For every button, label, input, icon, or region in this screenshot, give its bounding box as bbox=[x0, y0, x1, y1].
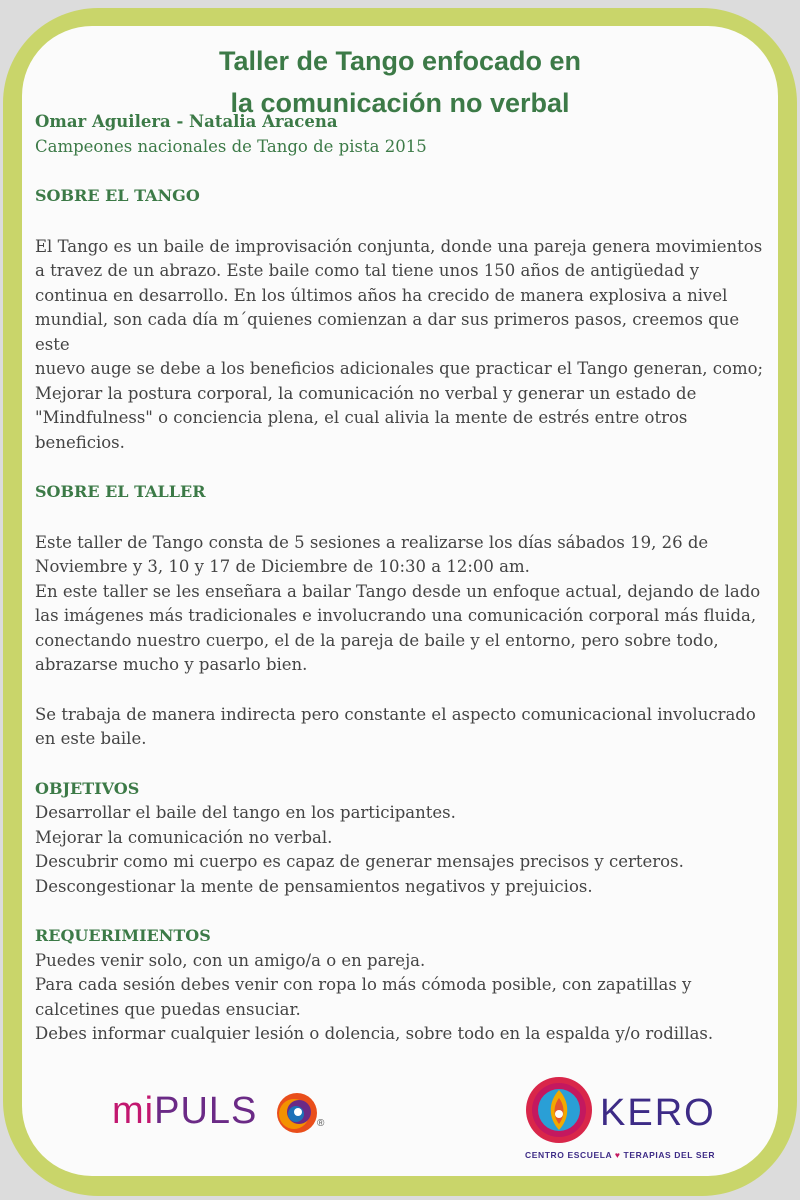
kero-tagline bbox=[525, 1150, 740, 1160]
taller-line: Se trabaja de manera indirecta pero constante el aspecto comunicacional involucrado bbox=[35, 704, 756, 724]
taller-line: las imágenes más tradicionales e involucrando una comunicación corporal más fluida, bbox=[35, 606, 757, 625]
objetivo-item: Desarrollar el baile del tango en los participantes. bbox=[35, 803, 456, 822]
kero-tagline-left: CENTRO ESCUELA bbox=[525, 1150, 612, 1160]
requerimiento-item: Debes informar cualquier lesión o dolencia, sobre todo en la espalda y/o rodillas. bbox=[35, 1024, 714, 1043]
tango-line: "Mindfulness" o conciencia plena, el cual alivia la mente de estrés entre otros bbox=[35, 408, 688, 427]
taller-line: abrazarse mucho y pasarlo bien. bbox=[35, 655, 308, 674]
tango-line: mundial, son cada día m´quienes comienzan a dar sus primeros pasos, creemos que este bbox=[35, 310, 740, 354]
mipulso-wordmark bbox=[112, 1090, 257, 1133]
taller-line: conectando nuestro cuerpo, el de la pareja de baile y el entorno, pero sobre todo, bbox=[35, 630, 719, 650]
mipulso-logo bbox=[112, 1088, 342, 1138]
registered-mark: ® bbox=[317, 1118, 325, 1129]
section-heading-objetivos: OBJETIVOS bbox=[35, 778, 140, 798]
subtitle: Campeones nacionales de Tango de pista 2015 bbox=[35, 136, 427, 156]
taller-line: en este baile. bbox=[35, 729, 147, 748]
objetivo-item: Descongestionar la mente de pensamientos negativos y prejuicios. bbox=[35, 876, 593, 896]
title-line-2: la comunicación no verbal bbox=[230, 88, 570, 118]
mipulso-swirl-icon bbox=[274, 1090, 320, 1136]
mipulso-part2: PULS bbox=[154, 1090, 258, 1132]
kero-mandala-icon bbox=[524, 1074, 594, 1146]
heart-icon: ♥ bbox=[614, 1150, 621, 1160]
tango-line: El Tango es un baile de improvisación conjunta, donde una pareja genera movimientos bbox=[35, 236, 763, 256]
tango-line: a travez de un abrazo. Este baile como tal tiene unos 150 años de antigüedad y bbox=[35, 261, 700, 280]
section-heading-taller: SOBRE EL TALLER bbox=[35, 482, 206, 501]
requerimiento-item: Para cada sesión debes venir con ropa lo más cómoda posible, con zapatillas y bbox=[35, 975, 692, 994]
kero-wordmark: KERO bbox=[600, 1092, 716, 1134]
document-content bbox=[35, 110, 775, 1047]
tango-line: beneficios. bbox=[35, 432, 125, 452]
objetivo-item: Mejorar la comunicación no verbal. bbox=[35, 827, 333, 847]
taller-line: En este taller se les enseñara a bailar Tango desde un enfoque actual, dejando de lado bbox=[35, 581, 761, 601]
requerimiento-item: calcetines que puedas ensuciar. bbox=[35, 999, 301, 1019]
requerimiento-item: Puedes venir solo, con un amigo/a o en pareja. bbox=[35, 950, 426, 970]
tango-line: Mejorar la postura corporal, la comunicación no verbal y generar un estado de bbox=[35, 383, 697, 403]
section-heading-requerimientos: REQUERIMIENTOS bbox=[35, 926, 211, 945]
tango-line: nuevo auge se debe a los beneficios adicionales que practicar el Tango generan, como; bbox=[35, 359, 764, 378]
tango-line: continua en desarrollo. En los últimos años ha crecido de manera explosiva a nivel bbox=[35, 285, 728, 305]
taller-line: Este taller de Tango consta de 5 sesiones a realizarse los días sábados 19, 26 de bbox=[35, 532, 709, 552]
kero-tagline-right: TERAPIAS DEL SER bbox=[623, 1150, 716, 1160]
instructors: Omar Aguilera - Natalia Aracena bbox=[35, 112, 338, 131]
taller-line: Noviembre y 3, 10 y 17 de Diciembre de 10:30 a 12:00 am. bbox=[35, 557, 530, 576]
objetivo-item: Descubrir como mi cuerpo es capaz de generar mensajes precisos y certeros. bbox=[35, 852, 684, 871]
title-line-1: Taller de Tango enfocado en bbox=[218, 46, 582, 76]
section-heading-tango: SOBRE EL TANGO bbox=[35, 186, 200, 205]
mipulso-part1: mi bbox=[112, 1090, 155, 1132]
kero-logo bbox=[520, 1074, 735, 1168]
